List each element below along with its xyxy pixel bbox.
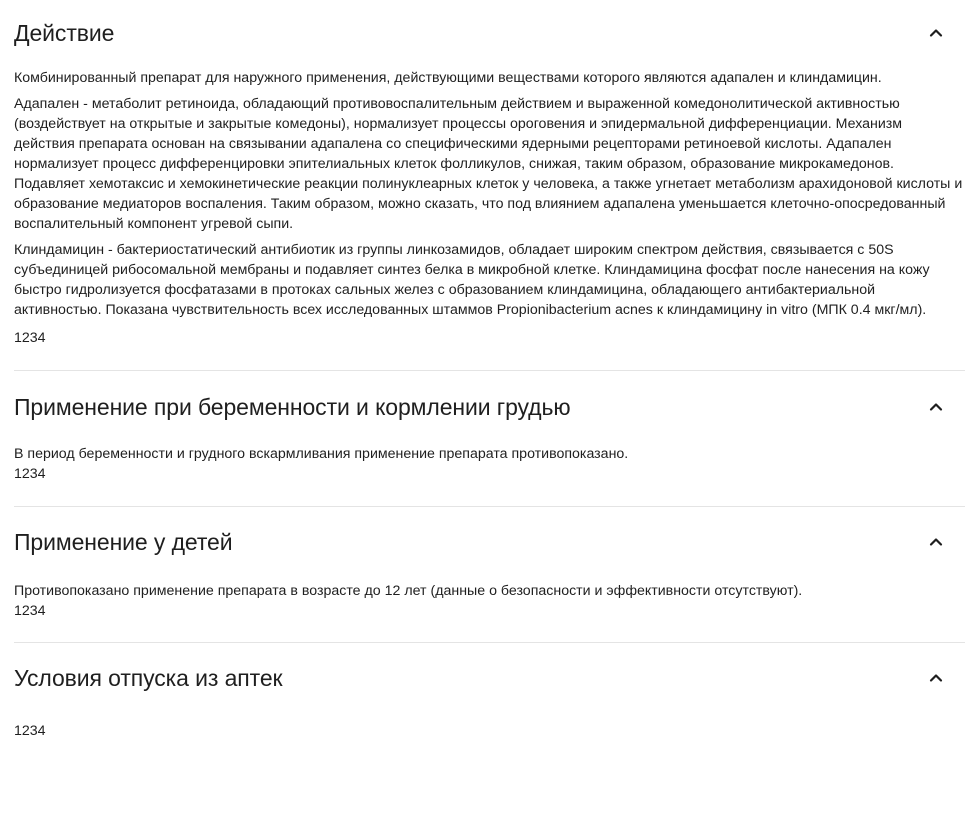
- paragraph: Комбинированный препарат для наружного применения, действующими веществами которого являются адапален и клиндамицин.: [14, 70, 882, 86]
- paragraph: Противопоказано применение препарата в возрасте до 12 лет (данные о безопасности и эффективности отсутствуют).: [14, 583, 803, 599]
- section-action: [14, 0, 965, 370]
- section-pregnancy: [14, 370, 965, 506]
- chevron-up-icon[interactable]: [927, 24, 945, 42]
- section-action-header[interactable]: [14, 0, 965, 48]
- section-children-header[interactable]: [14, 507, 965, 557]
- section-children: [14, 506, 965, 642]
- section-dispense-header[interactable]: [14, 643, 965, 693]
- section-children-body: [14, 557, 965, 642]
- section-pregnancy-header[interactable]: [14, 371, 965, 422]
- instructions-accordion: [14, 0, 965, 751]
- paragraph: Адапален - метаболит ретиноида, обладающий противовоспалительным действием и выраженной комедонолитической активностью (воздействует на открытые и закрытые комедоны), нормализует процессы ороговения и эпидермальной дифференциации. Механизм действия препарата основан на связывании адапалена со специфическими ядерными рецепторами ретиноевой кислоты. Адапален нормализует процесс дифференцировки эпителиальных клеток фолликулов, снижая, таким образом, образование микрокамедонов. Подавляет хемотаксис и хемокинетические реакции полинуклеарных клеток у человека, а также угнетает метаболизм арахидоновой кислоты и образование медиаторов воспаления. Таким образом, можно сказать, что под влиянием адапалена уменьшается клеточно-опосредованный воспалительный компонент угревой сыпи.: [14, 96, 963, 232]
- paragraph: Клиндамицин - бактериостатический антибиотик из группы линкозамидов, обладает широким спектром действия, связывается с 50S субъединицей рибосомальной мембраны и подавляет синтез белка в микробной клетке. Клиндамицина фосфат после нанесения на кожу быстро гидролизуется фосфатазами в протоках сальных желез с образованием клиндамицина, обладающего антибактериальной активностью. Показана чувствительность всех исследованных штаммов Propionibacterium acnes к клиндамицину in vitro (МПК 0.4 мкг/мл).: [14, 242, 930, 318]
- section-dispense-body: [14, 693, 965, 751]
- section-action-title: Действие: [14, 20, 115, 46]
- chevron-up-icon[interactable]: [927, 533, 945, 551]
- paragraph: В период беременности и грудного вскармливания применение препарата противопоказано.: [14, 446, 629, 462]
- chevron-up-icon[interactable]: [927, 669, 945, 687]
- section-pregnancy-title: Применение при беременности и кормлении грудью: [14, 394, 571, 420]
- section-code: 1234: [14, 723, 46, 739]
- section-code: 1234: [14, 603, 46, 619]
- section-dispense: [14, 642, 965, 751]
- section-code: 1234: [14, 466, 46, 482]
- section-children-title: Применение у детей: [14, 529, 233, 555]
- section-code: 1234: [14, 330, 46, 346]
- section-action-body: [14, 48, 965, 370]
- section-pregnancy-body: [14, 422, 965, 506]
- chevron-up-icon[interactable]: [927, 398, 945, 416]
- section-dispense-title: Условия отпуска из аптек: [14, 665, 283, 691]
